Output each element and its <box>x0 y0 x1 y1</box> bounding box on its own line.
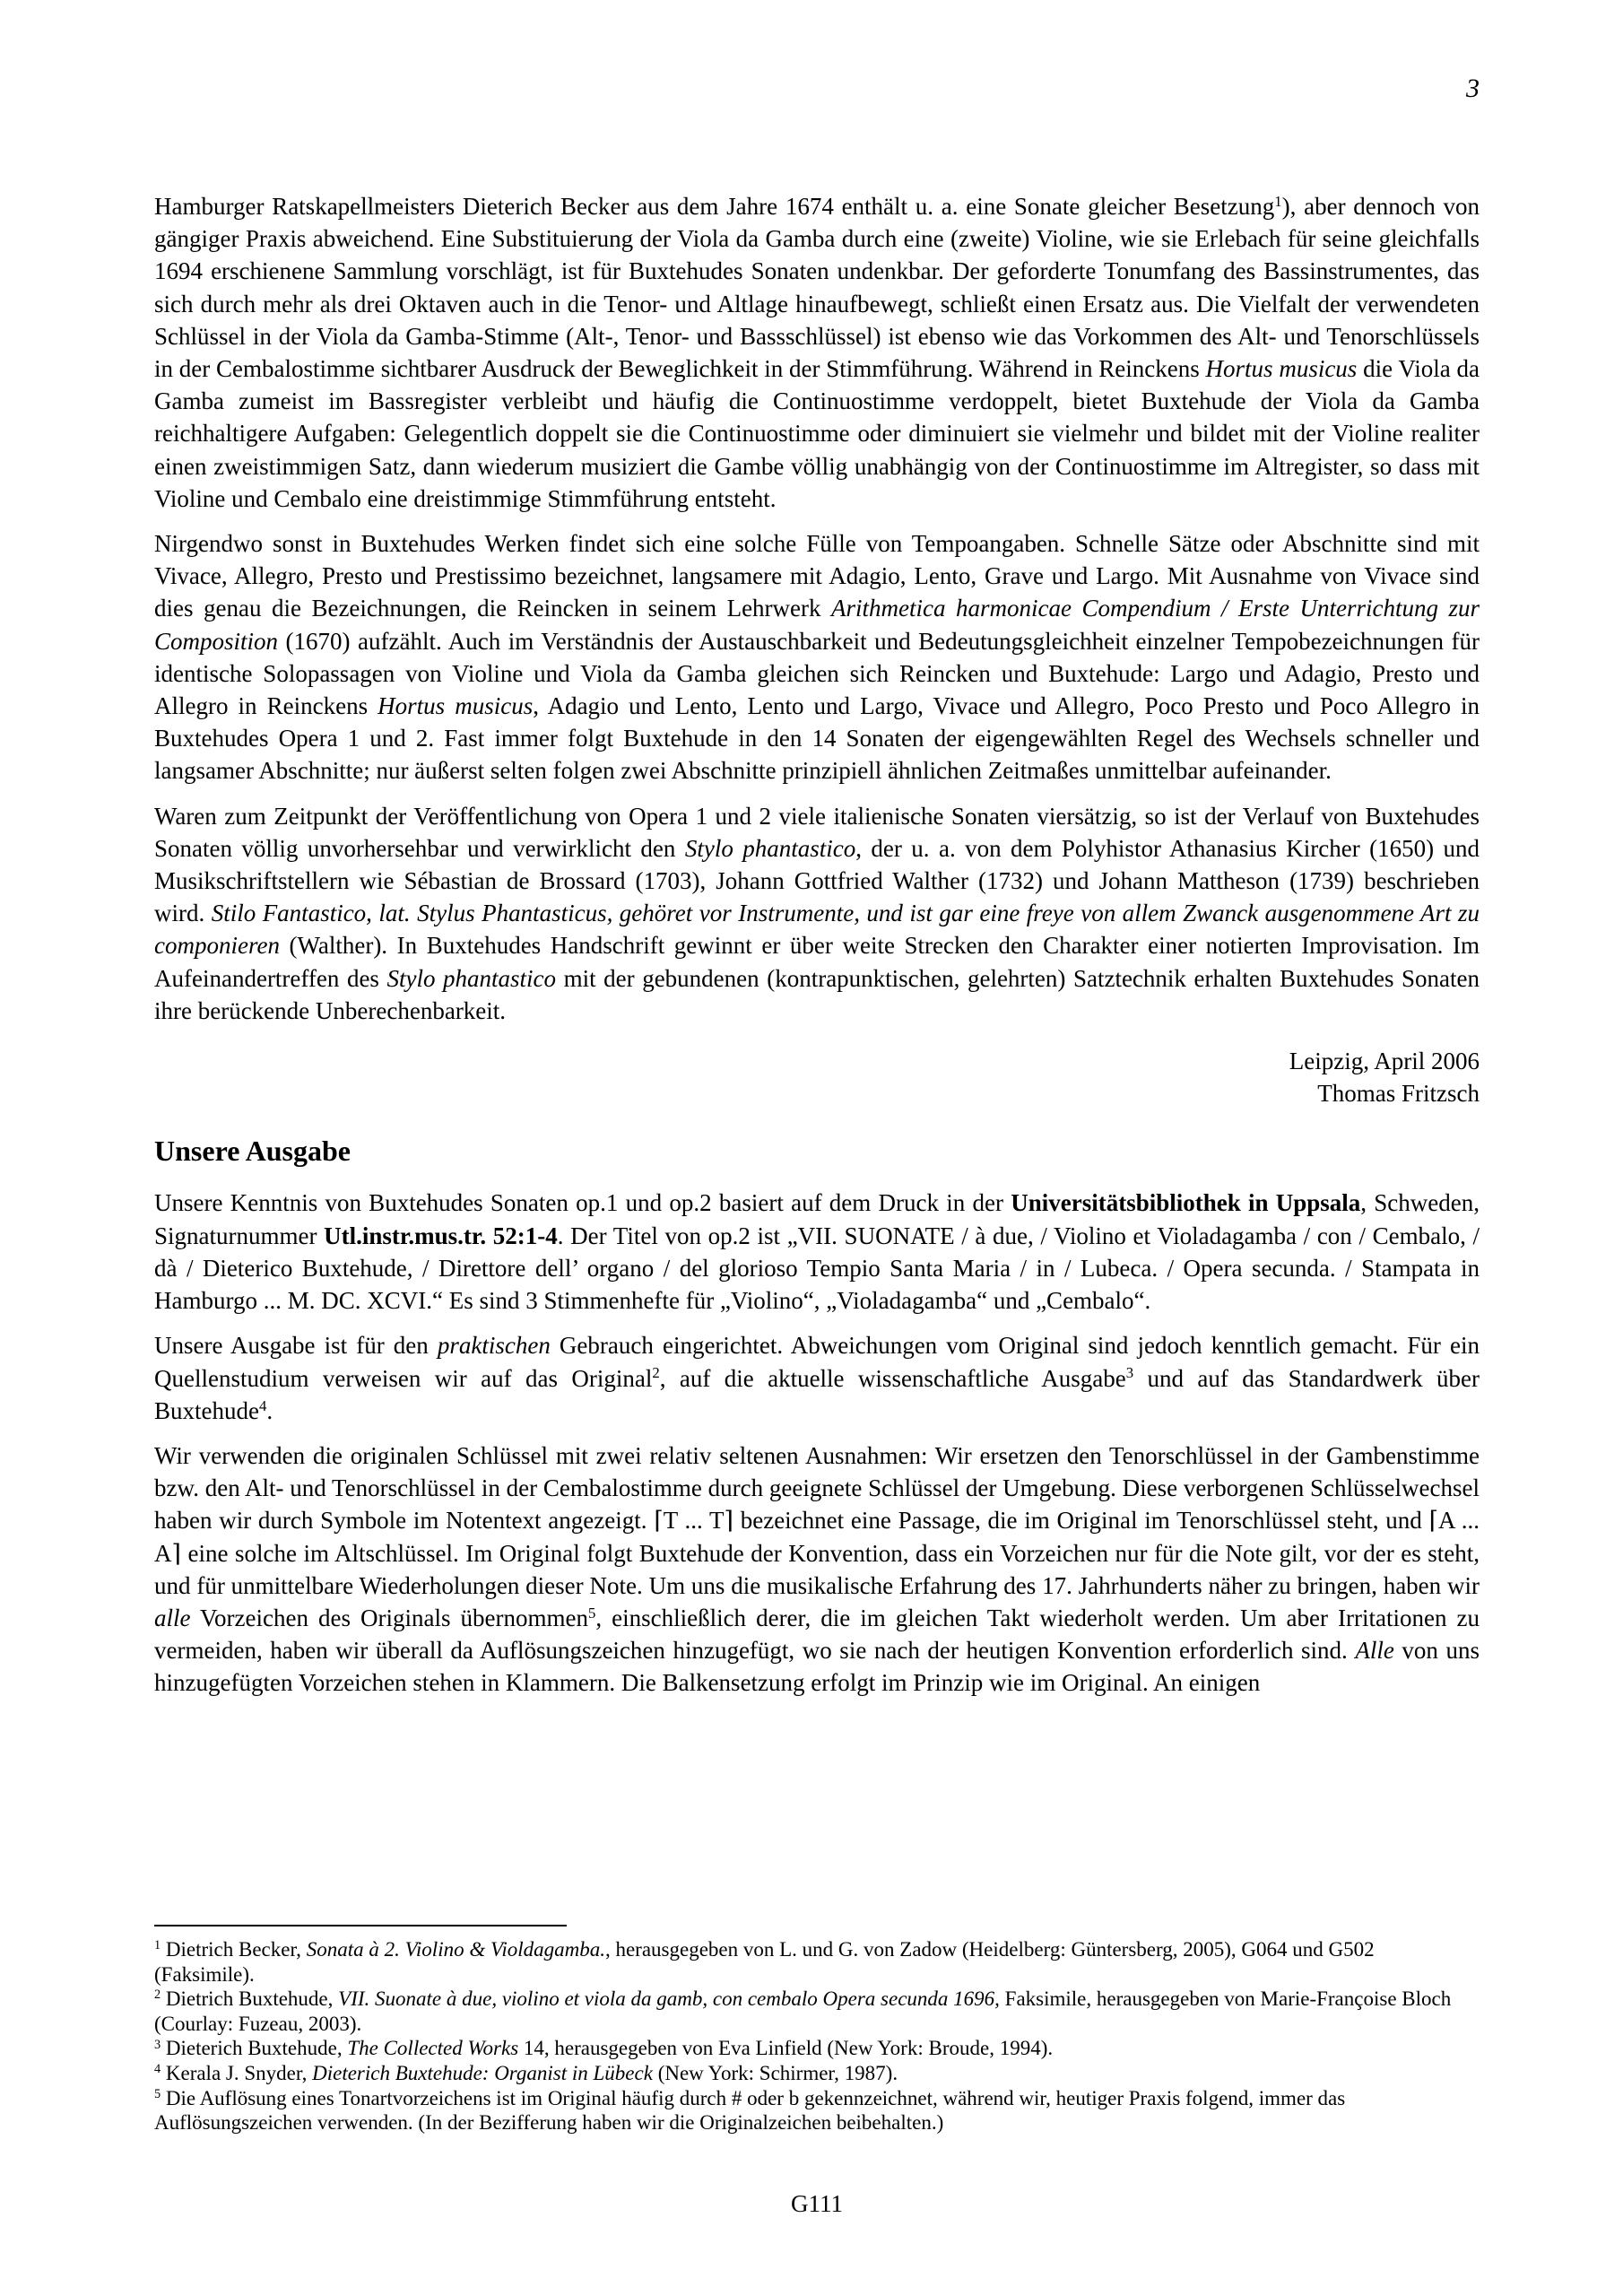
footnote-4: $^4$ Kerala J. Snyder, Dieterich Buxtehude: Organist in Lübeck (New York: Schirmer, 1987). <box>154 2061 898 2084</box>
footnote-3: $^3$ Dieterich Buxtehude, The Collected Works 14, herausgegeben von Eva Linfield (New York: Broude, 1994). <box>154 2037 1054 2060</box>
paragraph-tempoangaben: Nirgendwo sonst in Buxtehudes Werken findet sich eine solche Fülle von Tempoangaben. Schnelle Sätze oder Abschnitte sind mit Vivace, Allegro, Presto und Prestissimo bezeichnet, langsamere mit Adagio, Lento, Grave und Largo. Mit Ausnahme von Vivace sind dies genau die Bezeichnungen, die Reincken in seinem Lehrwerk Arithmetica harmonicae Compendium / Erste Unterrichtung zur Composition (1670) aufzählt. Auch im Verständnis der Austauschbarkeit und Bedeutungsgleichheit einzelner Tempobezeichnungen für identische Solopassagen von Violine und Viola da Gamba gleichen sich Reincken und Buxtehude: Largo und Adagio, Presto und Allegro in Reinckens Hortus musicus, Adagio und Lento, Lento und Largo, Vivace und Allegro, Poco Presto und Poco Allegro in Buxtehudes Opera 1 und 2. Fast immer folgt Buxtehude in den 14 Sonaten der eigengewählten Regel des Wechsels schneller und langsamer Abschnitte; nur äußerst selten folgen zwei Abschnitte prinzipiell ähnlichen Zeitmaßes unmittelbar aufeinander. <box>154 530 1480 785</box>
page-number: 3 <box>1466 74 1480 103</box>
paragraph-becker-sonate: Hamburger Ratskapellmeisters Dieterich Becker aus dem Jahre 1674 enthält u. a. eine Sonate gleicher Besetzung$^1$), aber dennoch von gängiger Praxis abweichend. Eine Substituierung der Viola da Gamba durch eine (zweite) Violine, wie sie Erlebach für seine gleichfalls 1694 erschienene Sammlung vorschlägt, ist für Buxtehudes Sonaten undenkbar. Der geforderte Tonumfang des Bassinstrumentes, das sich durch mehr als drei Oktaven auch in die Tenor- und Altlage hinaufbewegt, schließt einen Ersatz aus. Die Vielfalt der verwendeten Schlüssel in der Viola da Gamba-Stimme (Alt-, Tenor- und Bassschlüssel) ist ebenso wie das Vorkommen des Alt- und Tenorschlüssels in der Cembalostimme sichtbarer Ausdruck der Beweglichkeit in der Stimmführung. Während in Reinckens Hortus musicus die Viola da Gamba zumeist im Bassregister verbleibt und häufig die Continuostimme verdoppelt, bietet Buxtehude der Viola da Gamba reichhaltigere Aufgaben: Gelegentlich doppelt sie die Continuostimme oder diminuiert sie vielmehr und bildet mit der Violine realiter einen zweistimmigen Satz, dann wiederum musiziert die Gambe völlig unabhängig von der Continuostimme im Altregister, so dass mit Violine und Cembalo eine dreistimmige Stimmführung entsteht. <box>154 192 1480 512</box>
footnote-5: $^5$ Die Auflösung eines Tonartvorzeichens ist im Original häufig durch # oder b gekennzeichnet, während wir, heutiger Praxis folgend, immer das Auflösungszeichen verwenden. (In der Bezifferung haben wir die Originalzeichen beibehalten.) <box>154 2086 1346 2135</box>
paragraph-stylus-phantasticus: Waren zum Zeitpunkt der Veröffentlichung von Opera 1 und 2 viele italienische Sonaten viersätzig, so ist der Verlauf von Buxtehudes Sonaten völlig unvorhersehbar und verwirklicht den Stylo phantastico, der u. a. von dem Polyhistor Athanasius Kircher (1650) und Musikschriftstellern wie Sébastian de Brossard (1703), Johann Gottfried Walther (1732) und Johann Mattheson (1739) beschrieben wird. Stilo Fantastico, lat. Stylus Phantasticus, gehöret vor Instrumente, und ist gar eine freye von allem Zwanck ausgenommene Art zu componieren (Walther). In Buxtehudes Handschrift gewinnt er über weite Strecken den Charakter einer notierten Improvisation. Im Aufeinandertreffen des Stylo phantastico mit der gebundenen (kontrapunktischen, gelehrten) Satztechnik erhalten Buxtehudes Sonaten ihre berückende Unberechenbarkeit. <box>154 802 1480 1024</box>
paragraph-quellen-uppsala: Unsere Kenntnis von Buxtehudes Sonaten op.1 und op.2 basiert auf dem Druck in der Universitätsbibliothek in Uppsala, Schweden, Signaturnummer Utl.instr.mus.tr. 52:1-4. Der Titel von op.2 ist „VII. SUONATE / à due, / Violino et Violadagamba / con / Cembalo, / dà / Dieterico Buxtehude, / Direttore dell’ organo / del glorioso Tempio Santa Maria / in / Lubeca. / Opera secunda. / Stampata in Hamburgo ... M. DC. XCVI.“ Es sind 3 Stimmenhefte für „Violino“, „Violadagamba“ und „Cembalo“. <box>154 1189 1480 1315</box>
signature-author: Thomas Fritzsch <box>1317 1080 1480 1108</box>
paragraph-schluessel-vorzeichen: Wir verwenden die originalen Schlüssel mit zwei relativ seltenen Ausnahmen: Wir ersetzen den Tenorschlüssel in der Gambenstimme bzw. den Alt- und Tenorschlüssel in der Cembalostimme durch geeignete Schlüssel der Umgebung. Diese verborgenen Schlüsselwechsel haben wir durch Symbole im Notentext angezeigt. ⌈T ... T⌉ bezeichnet eine Passage, die im Original im Tenorschlüssel steht, und ⌈A ... A⌉ eine solche im Altschlüssel. Im Original folgt Buxtehude der Konvention, dass ein Vorzeichen nur für die Note gilt, vor der es steht, und für unmittelbare Wiederholungen dieser Note. Um uns die musikalische Erfahrung des 17. Jahrhunderts näher zu bringen, haben wir alle Vorzeichen des Originals übernommen$^5$, einschließlich derer, die im gleichen Takt wiederholt werden. Um aber Irritationen zu vermeiden, haben wir überall da Auflösungszeichen hinzugefügt, wo sie nach der heutigen Konvention erforderlich sind. Alle von uns hinzugefügten Vorzeichen stehen in Klammern. Die Balkensetzung erfolgt im Prinzip wie im Original. An einigen <box>154 1441 1480 1697</box>
footnote-1: $^1$ Dietrich Becker, Sonata à 2. Violino & Violdagamba., herausgegeben von L. und G. von Zadow (Heidelberg: Güntersberg, 2005), G064 und G502 (Faksimile). <box>154 1938 1375 1986</box>
signature-block <box>154 1045 1480 1109</box>
paragraph-praktische-ausgabe: Unsere Ausgabe ist für den praktischen Gebrauch eingerichtet. Abweichungen vom Original sind jedoch kenntlich gemacht. Für ein Quellenstudium verweisen wir auf das Original$^2$, auf die aktuelle wissenschaftliche Ausgabe$^3$ und auf das Standardwerk über Buxtehude$^4$. <box>154 1332 1480 1424</box>
plate-number: G111 <box>791 2190 843 2217</box>
footnote-2: $^2$ Dietrich Buxtehude, VII. Suonate à due, violino et viola da gamb, con cembalo Opera secunda 1696, Faksimile, herausgegeben von Marie-Françoise Bloch (Courlay: Fuzeau, 2003). <box>154 1987 1452 2035</box>
signature-place-date: Leipzig, April 2006 <box>1289 1048 1480 1075</box>
section-heading: Unsere Ausgabe <box>154 1135 351 1168</box>
preface-text-column <box>154 190 1480 1712</box>
footnote-divider <box>154 1925 567 1926</box>
footnotes-block <box>154 1925 1480 2135</box>
